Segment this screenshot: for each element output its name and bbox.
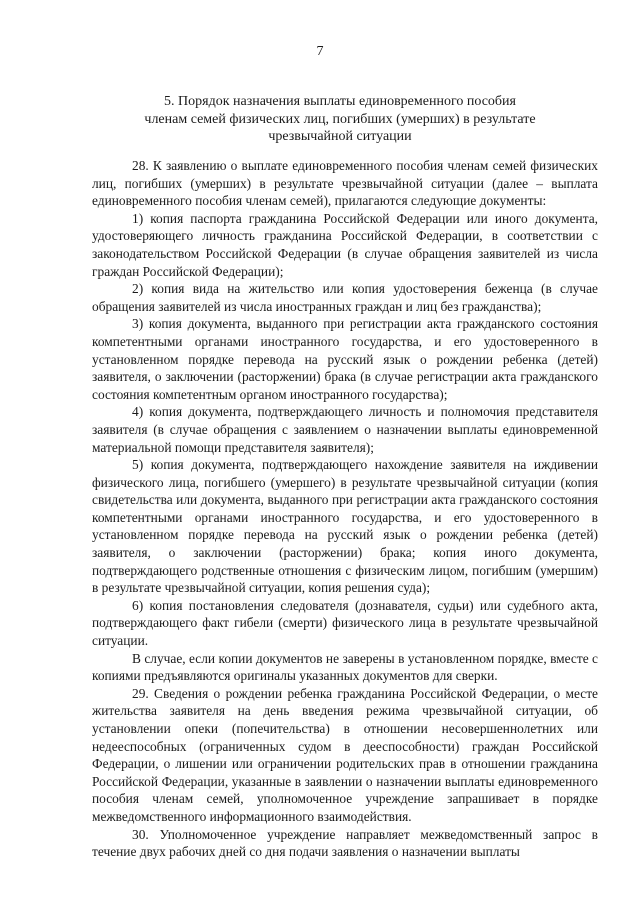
list-item-4-representative: 4) копия документа, подтверждающего личность и полномочия представителя заявителя (в случае обращения с заявлением о назначении выплаты единовременной материальной помощи представителя заявителя); (92, 404, 598, 455)
section-title-line-1: 5. Порядок назначения выплаты единовременного пособия (164, 94, 516, 109)
page-number: 7 (316, 44, 324, 59)
list-item-1-passport: 1) копия паспорта гражданина Российской Федерации или иного документа, удостоверяющего личность гражданина Российской Федерации, в соответствии с законодательством Российской Федерации (в случае обращения заявителей из числа граждан Российской Федерации); (92, 210, 598, 279)
section-title (80, 93, 600, 146)
paragraph-28-intro: 28. К заявлению о выплате единовременного пособия членам семей физических лиц, погибших (умерших) в результате чрезвычайной ситуации (далее – выплата единовременного пособия членам семей), прилагаются следующие документы: (92, 158, 598, 209)
paragraph-30: 30. Уполномоченное учреждение направляет межведомственный запрос в течение двух рабочих дней со дня подачи заявления о назначении выплаты (92, 826, 598, 860)
list-item-6-death-confirmation: 6) копия постановления следователя (дознавателя, судьи) или судебного акта, подтверждающего факт гибели (смерти) физического лица в результате чрезвычайной ситуации. (92, 597, 598, 649)
section-title-line-2: членам семей физических лиц, погибших (умерших) в результате (144, 111, 536, 127)
list-item-2-residence-permit: 2) копия вида на жительство или копия удостоверения беженца (в случае обращения заявителей из числа иностранных граждан и лиц без гражданства); (92, 281, 598, 314)
paragraph-copies-note: В случае, если копии документов не заверены в установленном порядке, вместе с копиями предъявляются оригиналы указанных документов для сверки. (92, 650, 598, 684)
paragraph-29: 29. Сведения о рождении ребенка гражданина Российской Федерации, о месте жительства заявителя на день введения режима чрезвычайной ситуации, об установлении опеки (попечительства) в отношении несовершеннолетних или недееспособных (ограниченных судом в дееспособности) граждан Российской Федерации, о лишении или ограничении родительских прав в отношении гражданина Российской Федерации, указанные в заявлении о назначении выплаты единовременного пособия членам семей, уполномоченное учреждение запрашивает в порядке межведомственного информационного взаимодействия. (92, 685, 598, 824)
document-body (92, 157, 598, 861)
list-item-5-dependency: 5) копия документа, подтверждающего нахождение заявителя на иждивении физического лица, погибшего (умершего) в результате чрезвычайной ситуации (копия свидетельства или документа, выданного при регистрации акта гражданского состояния компетентными органами иностранного государства, и его удостоверенного в установленном порядке перевода на русский язык о рождении ребенка (детей) заявителя, о заключении (расторжении) брака; копия иного документа, подтверждающего родственные отношения с физическим лицом, погибшим (умершим) в результате чрезвычайной ситуации, копия решения суда); (92, 457, 598, 596)
section-title-line-3: чрезвычайной ситуации (268, 129, 412, 144)
list-item-3-civil-registration: 3) копия документа, выданного при регистрации акта гражданского состояния компетентными органами иностранного государства, и его удостоверенного в установленном порядке перевода на русский язык о рождении ребенка (детей) заявителя, о заключении (расторжении) брака (в случае регистрации акта гражданского состояния компетентным органом иностранного государства); (92, 316, 598, 402)
